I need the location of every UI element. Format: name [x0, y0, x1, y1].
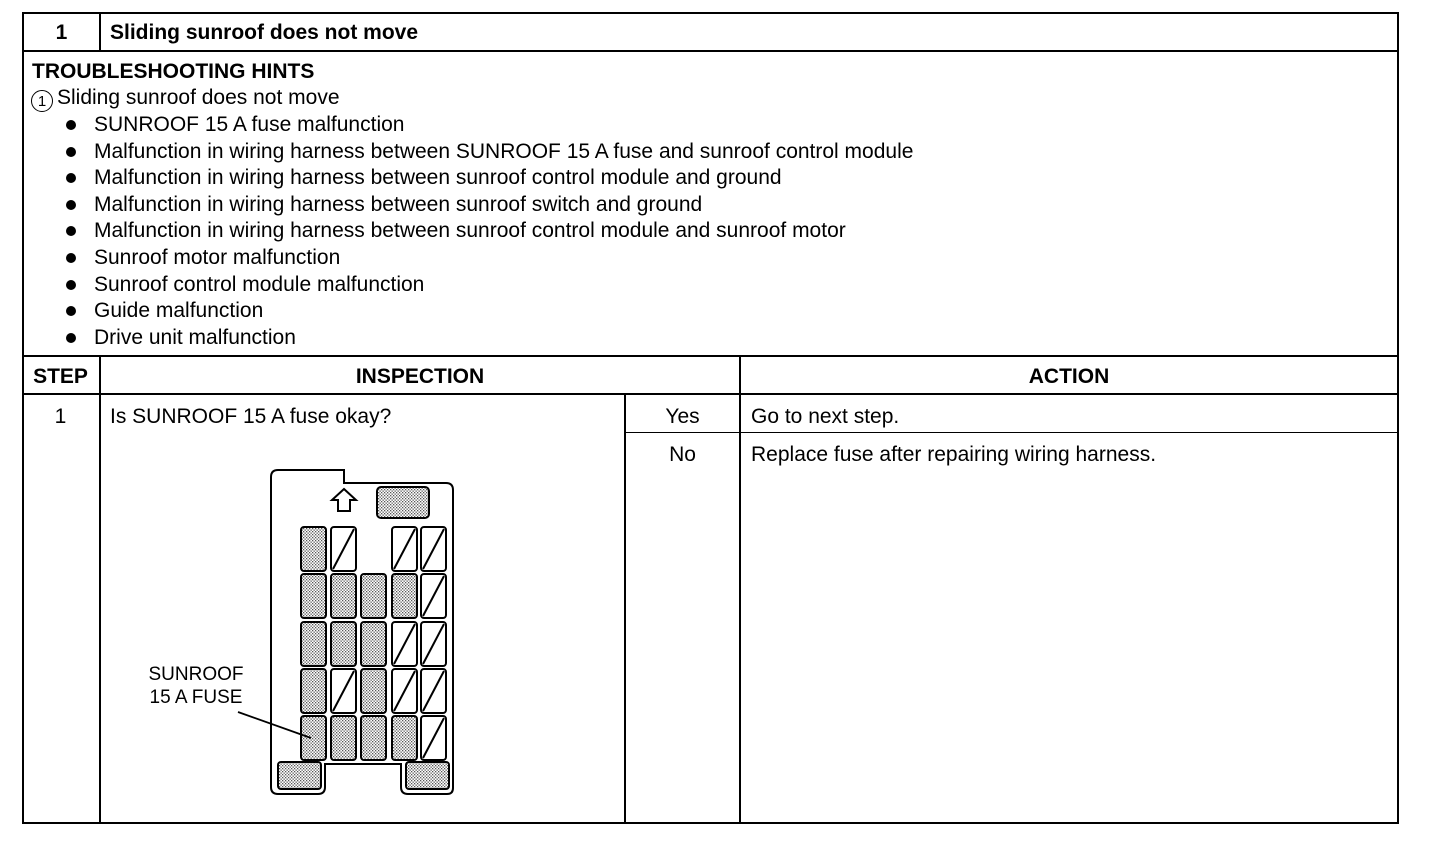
bullet-icon [66, 147, 76, 157]
list-item: Sunroof control module malfunction [66, 273, 913, 300]
action-no: Replace fuse after repairing wiring harness. [751, 443, 1157, 466]
column-header-divider [22, 393, 1399, 395]
symptom-text: Sliding sunroof does not move [57, 86, 340, 109]
column-header-inspection: INSPECTION [355, 365, 485, 388]
symptom-line [31, 87, 340, 112]
hints-divider [22, 355, 1399, 357]
bullet-icon [66, 253, 76, 263]
answer-no: No [669, 443, 696, 466]
bullet-icon [66, 306, 76, 316]
inspection-question: Is SUNROOF 15 A fuse okay? [110, 405, 392, 428]
list-item: Malfunction in wiring harness between sunroof switch and ground [66, 193, 913, 220]
header-step-divider [99, 12, 101, 51]
bullet-icon [66, 226, 76, 236]
circled-number-marker: 1 [31, 90, 53, 112]
list-item: SUNROOF 15 A fuse malfunction [66, 113, 913, 140]
bullet-icon [66, 333, 76, 343]
list-item: Drive unit malfunction [66, 326, 913, 353]
list-item: Malfunction in wiring harness between sunroof control module and ground [66, 166, 913, 193]
list-item: Sunroof motor malfunction [66, 246, 913, 273]
step-column-divider [99, 355, 101, 824]
fuse-label-line2: 15 A FUSE [149, 687, 243, 708]
bullet-icon [66, 120, 76, 130]
header-divider [22, 50, 1399, 52]
header-step-number: 1 [55, 21, 68, 44]
answer-row-divider [624, 432, 1399, 433]
action-yes: Go to next step. [751, 405, 900, 428]
page-title: Sliding sunroof does not move [110, 21, 419, 44]
column-header-step: STEP [33, 365, 88, 388]
column-header-action: ACTION [1028, 365, 1110, 388]
bullet-icon [66, 173, 76, 183]
list-item: Guide malfunction [66, 299, 913, 326]
answer-yes: Yes [665, 405, 700, 428]
inspection-column-divider [739, 355, 741, 824]
fuse-label-line1: SUNROOF [148, 664, 244, 685]
step-number: 1 [54, 405, 67, 428]
hint-list [66, 113, 913, 352]
list-item: Malfunction in wiring harness between sunroof control module and sunroof motor [66, 219, 913, 246]
list-item: Malfunction in wiring harness between SUNROOF 15 A fuse and sunroof control module [66, 140, 913, 167]
bullet-icon [66, 200, 76, 210]
bullet-icon [66, 280, 76, 290]
hints-heading: TROUBLESHOOTING HINTS [32, 60, 315, 83]
